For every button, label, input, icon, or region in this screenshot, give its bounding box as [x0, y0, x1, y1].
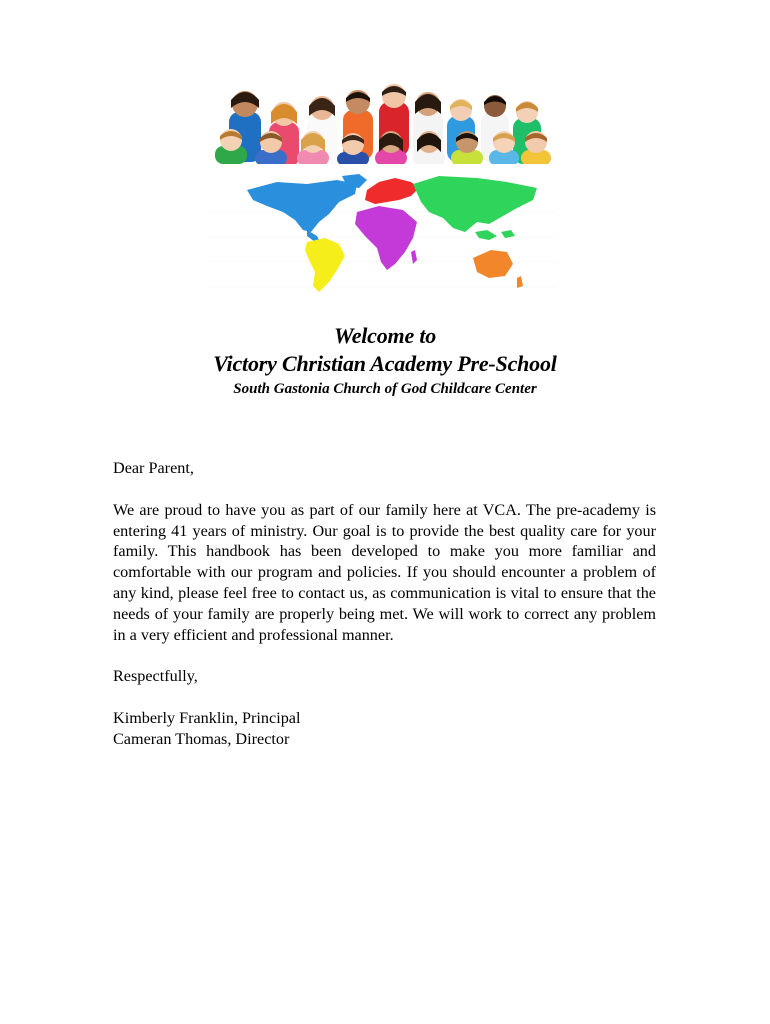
- header-illustration: [207, 72, 557, 297]
- signature-principal: Kimberly Franklin, Principal: [113, 709, 301, 728]
- welcome-heading: Welcome to: [333, 323, 437, 348]
- salutation: Dear Parent,: [113, 459, 194, 477]
- signature-director: Cameran Thomas, Director: [113, 729, 290, 748]
- children-group-icon: [215, 84, 552, 174]
- letter-body: [113, 458, 656, 750]
- letter-paragraph: We are proud to have you as part of our family here at VCA. The pre-academy is entering 41 years of ministry. Our goal is to provide the best quality care for your family. This handbook has been developed to make you more familiar and comfortable with our program and policies. If you should encounter a problem of any kind, please feel free to contact us, as communication is vital to ensure that the needs of your family are properly being met. We will work to correct any problem in a very efficient and professional manner.: [113, 500, 656, 644]
- closing: Respectfully,: [113, 667, 198, 686]
- title-block: [0, 322, 770, 399]
- world-map-icon: [247, 174, 537, 292]
- children-world-map-icon: [207, 72, 557, 297]
- church-subtitle: South Gastonia Church of God Childcare Center: [233, 381, 537, 397]
- school-name-heading: Victory Christian Academy Pre-School: [213, 351, 557, 376]
